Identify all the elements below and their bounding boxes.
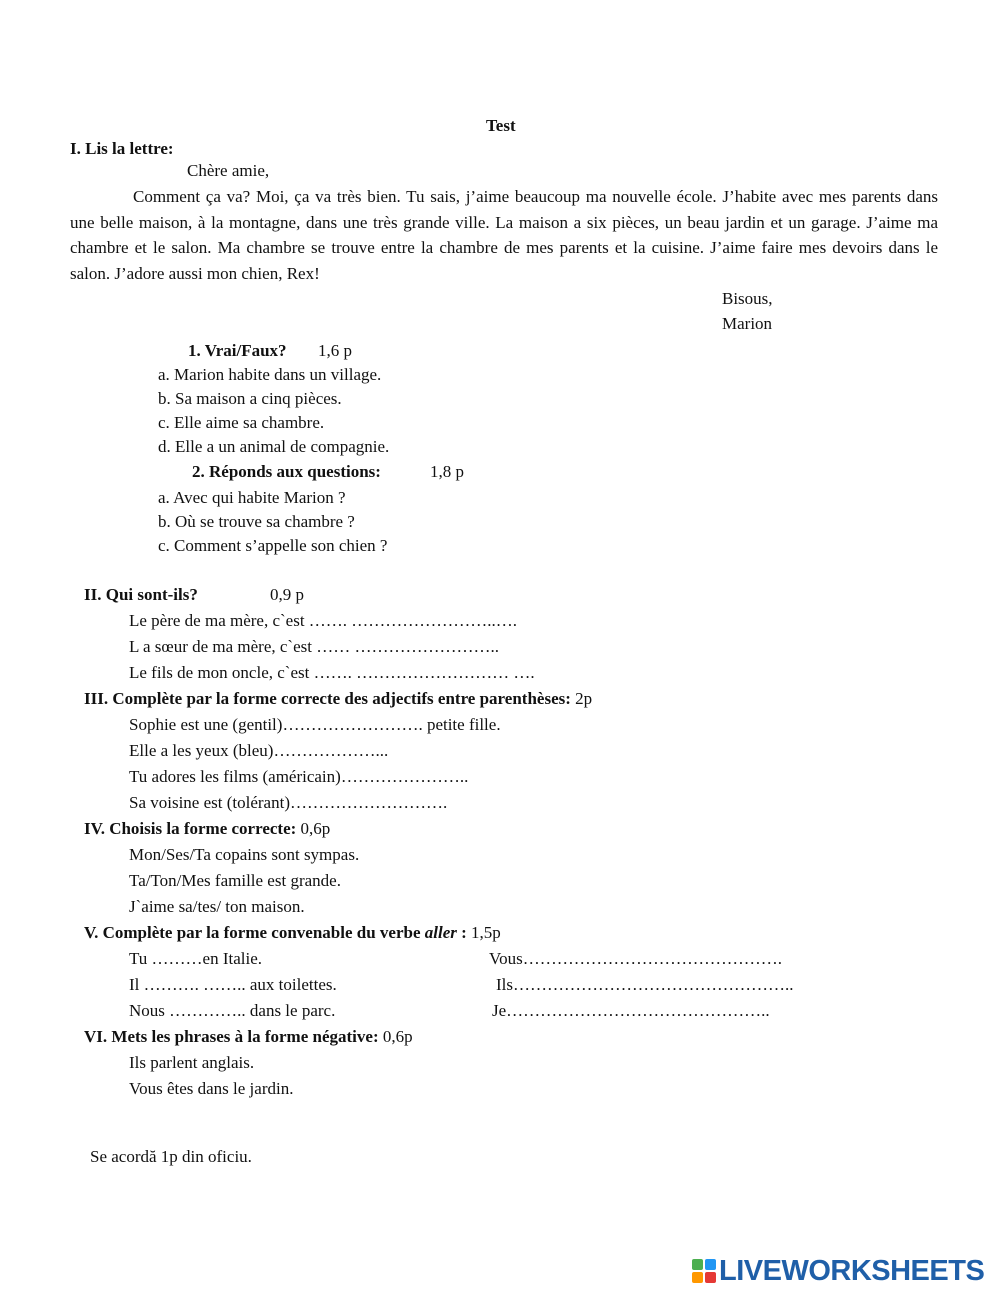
exercise-line: J`aime sa/tes/ ton maison. (129, 897, 305, 916)
q2-item: b. Où se trouve sa chambre ? (158, 512, 355, 531)
letter-closing: Bisous, (722, 289, 773, 308)
q1-item: d. Elle a un animal de compagnie. (158, 437, 390, 456)
exercise-line: Ils parlent anglais. (129, 1053, 255, 1072)
exercise-line: Il ………. …….. aux toilettes. (129, 975, 337, 994)
q1-item: a. Marion habite dans un village. (158, 365, 382, 384)
exercise-line: Le père de ma mère, c`est ……. ……………………..…. (129, 611, 518, 630)
letter-salutation: Chère amie, (187, 161, 270, 180)
q2-item: a. Avec qui habite Marion ? (158, 488, 346, 507)
logo-text: LIVEWORKSHEETS (719, 1254, 985, 1287)
exercise-line: Tu adores les films (américain)………………….. (129, 767, 469, 786)
q1-heading: 1. Vrai/Faux? (188, 341, 287, 360)
exercise-line: Sophie est une (gentil)……………………. petite fille. (129, 715, 501, 734)
exercise-line: Vous………………………………………. (489, 949, 782, 968)
exercise-line: Vous êtes dans le jardin. (129, 1079, 294, 1098)
page-title: Test (486, 116, 516, 135)
section-5-colon: : (461, 923, 467, 942)
section-4-points: 0,6p (300, 819, 331, 838)
exercise-line: Tu ………en Italie. (129, 949, 263, 968)
exercise-line: Elle a les yeux (bleu)………………... (129, 741, 389, 760)
exercise-line: Ils………………………………………….. (496, 975, 794, 994)
exercise-line: L a sœur de ma mère, c`est …… …………………….. (129, 637, 499, 656)
section-6-points: 0,6p (382, 1027, 413, 1046)
section-2-heading: II. Qui sont-ils? (84, 585, 198, 604)
section-4-heading-line (84, 819, 330, 839)
section-5-verb: aller (424, 923, 457, 942)
exercise-line: Le fils de mon oncle, c`est ……. ……………………… …. (129, 663, 535, 682)
liveworksheets-logo (692, 1256, 984, 1286)
exercise-line: Ta/Ton/Mes famille est grande. (129, 871, 341, 890)
q2-heading: 2. Réponds aux questions: (192, 462, 381, 481)
q1-item: c. Elle aime sa chambre. (158, 413, 325, 432)
exercise-line: Nous ………….. dans le parc. (129, 1001, 336, 1020)
section-1-heading: I. Lis la lettre: (70, 139, 174, 158)
q2-item: c. Comment s’appelle son chien ? (158, 536, 388, 555)
letter-body: Comment ça va? Moi, ça va très bien. Tu sais, j’aime beaucoup ma nouvelle école. J’habite avec mes parents dans une belle maison, à la montagne, dans une très grande ville. La maison a six pièces, un beau jardin et un garage. J’aime ma chambre et le salon. Ma chambre se trouve entre la chambre de mes parents et la cuisine. J’aime faire mes devoirs dans le salon. J’adore aussi mon chien, Rex! (70, 187, 938, 283)
q1-item: b. Sa maison a cinq pièces. (158, 389, 342, 408)
section-3-points: 2p (575, 689, 593, 708)
exercise-line: Sa voisine est (tolérant)………………………. (129, 793, 448, 812)
q2-points: 1,8 p (430, 462, 464, 481)
q1-points: 1,6 p (318, 341, 352, 360)
exercise-line: Je……………………………………….. (492, 1001, 770, 1020)
section-2-points: 0,9 p (270, 585, 304, 604)
section-4-heading: IV. Choisis la forme correcte: (84, 819, 297, 838)
section-3-heading-line (84, 689, 592, 709)
section-6-heading-line (84, 1027, 413, 1047)
exercise-line: Mon/Ses/Ta copains sont sympas. (129, 845, 360, 864)
section-6-heading: VI. Mets les phrases à la forme négative: (84, 1027, 379, 1046)
footer-note: Se acordă 1p din oficiu. (90, 1147, 252, 1166)
logo-grid-icon (692, 1259, 716, 1283)
section-5-heading: V. Complète par la forme convenable du verbe (84, 923, 421, 942)
section-5-heading-line (84, 923, 501, 943)
section-5-points: 1,5p (471, 923, 501, 942)
letter-signature: Marion (722, 314, 773, 333)
section-3-heading: III. Complète par la forme correcte des adjectifs entre parenthèses: (84, 689, 571, 708)
